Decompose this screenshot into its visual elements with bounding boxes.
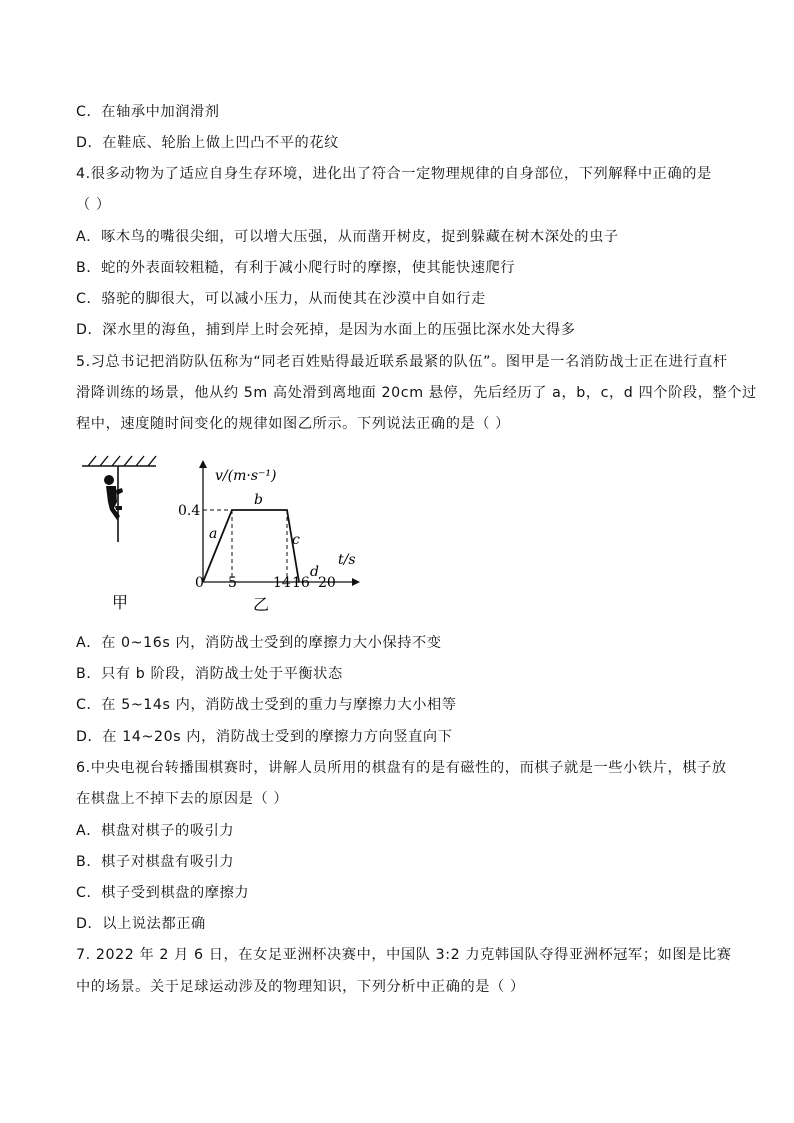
- segment-label-d: d: [310, 564, 319, 580]
- option-6c: C．棋子受到棋盘的摩擦力: [76, 885, 250, 901]
- firefighter-figure: [104, 475, 123, 520]
- figure-svg: [70, 450, 370, 620]
- origin-label: 0: [195, 575, 204, 591]
- question-6-stem-line2: 在棋盘上不掉下去的原因是（ ）: [76, 791, 289, 807]
- option-5b: B．只有 b 阶段，消防战士处于平衡状态: [76, 666, 343, 682]
- option-4c: C．骆驼的脚很大，可以减小压力，从而使其在沙漠中自如行走: [76, 291, 486, 307]
- option-3c: C．在轴承中加润滑剂: [76, 104, 220, 120]
- option-5a: A．在 0~16s 内，消防战士受到的摩擦力大小保持不变: [76, 635, 442, 651]
- question-5-stem-line3: 程中，速度随时间变化的规律如图乙所示。下列说法正确的是（ ）: [76, 416, 510, 432]
- option-6d: D．以上说法都正确: [76, 916, 206, 932]
- question-5-figure: [70, 450, 370, 620]
- question-7-stem-line1: 7. 2022 年 2 月 6 日，在女足亚洲杯决赛中，中国队 3:2 力克韩国队夺得亚洲杯冠军；如图是比赛: [76, 947, 732, 963]
- option-4b: B．蛇的外表面较粗糙，有利于减小爬行时的摩擦，使其能快速爬行: [76, 260, 516, 276]
- option-6b: B．棋子对棋盘有吸引力: [76, 854, 235, 870]
- option-5c: C．在 5~14s 内，消防战士受到的重力与摩擦力大小相等: [76, 697, 457, 713]
- segment-label-c: c: [292, 532, 300, 548]
- velocity-curve: [203, 510, 299, 582]
- option-3d: D．在鞋底、轮胎上做上凹凸不平的花纹: [76, 135, 339, 151]
- question-5-stem-line2: 滑降训练的场景，他从约 5m 高处滑到离地面 20cm 悬停，先后经历了 a，b，c，d 四个阶段，整个过: [76, 385, 757, 401]
- question-6-stem-line1: 6.中央电视台转播围棋赛时，讲解人员所用的棋盘有的是有磁性的，而棋子就是一些小铁片，棋子放: [76, 760, 727, 776]
- question-7-stem-line2: 中的场景。关于足球运动涉及的物理知识，下列分析中正确的是（ ）: [76, 979, 525, 995]
- option-5d: D．在 14~20s 内，消防战士受到的摩擦力方向竖直向下: [76, 729, 453, 745]
- y-axis-arrow: [199, 460, 207, 468]
- caption-yi: 乙: [253, 595, 270, 614]
- segment-label-a: a: [209, 526, 218, 542]
- x-axis-label: t/s: [338, 552, 356, 568]
- caption-jia: 甲: [112, 593, 129, 612]
- x-axis-arrow: [352, 578, 360, 586]
- x-tick-5: 5: [228, 575, 237, 591]
- ceiling-hatch: [82, 456, 156, 466]
- y-axis-label: v/(m·s⁻¹): [215, 468, 277, 484]
- question-4-stem: 4.很多动物为了适应自身生存环境，进化出了符合一定物理规律的自身部位，下列解释中正确的是: [76, 166, 712, 182]
- option-6a: A．棋盘对棋子的吸引力: [76, 823, 235, 839]
- option-4d: D．深水里的海鱼，捕到岸上时会死掉，是因为水面上的压强比深水处大得多: [76, 322, 576, 338]
- question-4-bracket: （ ）: [76, 197, 111, 213]
- question-5-stem-line1: 5.习总书记把消防队伍称为“同老百姓贴得最近联系最紧的队伍”。图甲是一名消防战士正在进行直杆: [76, 354, 728, 370]
- segment-label-b: b: [254, 492, 263, 508]
- x-tick-20: 20: [318, 575, 336, 591]
- x-tick-16: 16: [292, 575, 310, 591]
- option-4a: A．啄木鸟的嘴很尖细，可以增大压强，从而凿开树皮，捉到躲藏在树木深处的虫子: [76, 229, 619, 245]
- vt-graph: [178, 460, 360, 591]
- x-tick-14: 14: [273, 575, 291, 591]
- y-tick-0.4: 0.4: [178, 503, 201, 519]
